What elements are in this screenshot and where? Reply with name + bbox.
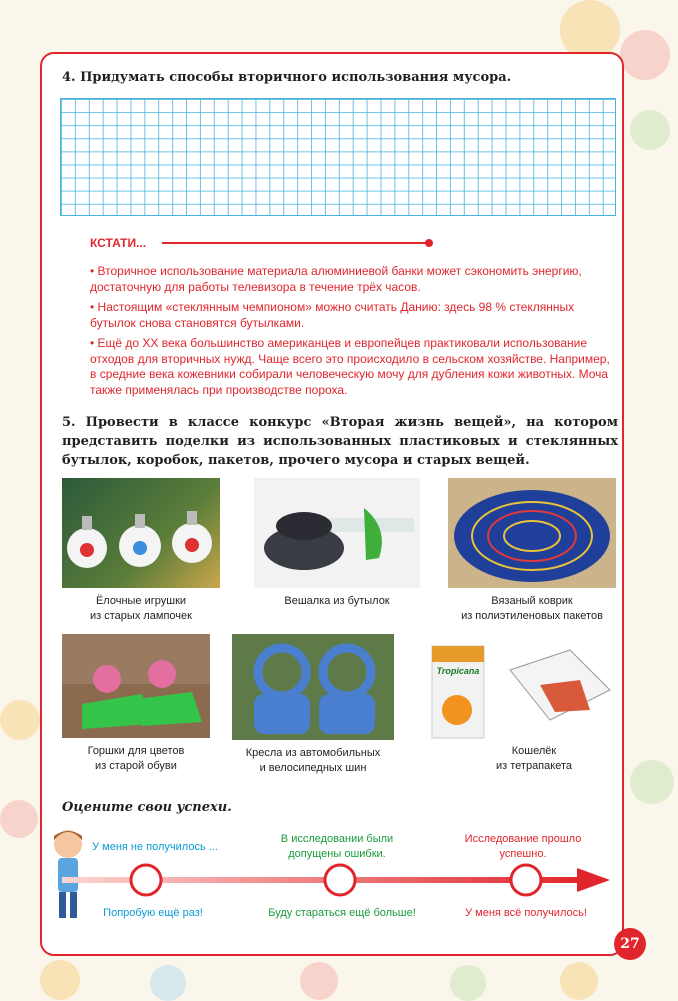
assessment-title: Оцените свои успехи. [62,800,232,815]
level-motto-fail: Попробую ещё раз! [103,907,203,919]
kstati-divider-dot [425,239,433,247]
progress-arrow [62,860,612,904]
level-label-errors: В исследовании были допущены ошибки. [280,833,394,860]
task-5-heading: 5. Провести в классе конкурс «Вторая жизнь вещей», на котором представить поделки из использованных пластиковых и стеклянных бутылок, коробок, пакетов, прочего мусора и старых вещей. [62,415,618,468]
photo-tetrapak-purse [430,640,616,740]
kstati-title: КСТАТИ... [90,236,147,250]
level-label-success: Исследование прошло успешно. [464,833,582,860]
photo-bottle-hanger [254,478,420,588]
fact-item: • Вторичное использование материала алюминиевой банки может сэкономить энергию, достаточную для работы телевизора в течение трёх часов. [90,264,582,294]
juice-brand-label: Tropicana [436,666,480,676]
caption-bottle-hanger: Вешалка из бутылок [284,595,390,607]
level-motto-success: У меня всё получилось! [465,907,587,919]
tire-chairs-illustration [232,634,394,740]
caption-tire-chairs: Кресла из автомобильных и велосипедных шин [245,747,381,774]
photo-knitted-rug [448,478,616,588]
page-number: 27 [614,928,646,960]
bulb-ornaments-illustration [62,478,220,588]
tetrapak-purse-illustration [430,640,616,740]
kstati-divider [162,242,428,244]
fact-item: • Ещё до XX века большинство американцев и европейцев практиковали использование отходов для вторичных нужд. Чаще всего это происходило в сельском хозяйстве. Например, в средние века кожевники собирали человеческую мочу для дубления кожи животных. Моча также применялась при производстве пороха. [90,336,610,397]
caption-shoe-flowerpots: Горшки для цветов из старой обуви [87,745,185,772]
caption-knitted-rug: Вязаный коврик из полиэтиленовых пакетов [461,595,603,622]
level-circle-3[interactable] [511,865,541,895]
answer-grid[interactable] [60,98,616,216]
shoe-flowerpots-illustration [62,634,210,738]
level-circle-2[interactable] [325,865,355,895]
caption-bulb-ornaments: Ёлочные игрушки из старых лампочек [90,595,192,622]
photo-shoe-flowerpots [62,634,210,738]
knitted-rug-illustration [448,478,616,588]
level-circle-1[interactable] [131,865,161,895]
bottle-hanger-illustration [254,478,420,588]
photo-tire-chairs [232,634,394,740]
level-label-fail: У меня не получилось ... [92,841,218,853]
caption-tetrapak-purse: Кошелёк из тетрапакета [496,745,572,772]
level-motto-errors: Буду стараться ещё больше! [268,907,416,919]
photo-bulb-ornaments [62,478,220,588]
fact-item: • Настоящим «стеклянным чемпионом» можно считать Данию: здесь 98 % стеклянных бутылок снова становятся бутылками. [90,300,575,330]
task-4-heading: 4. Придумать способы вторичного использования мусора. [62,70,512,85]
